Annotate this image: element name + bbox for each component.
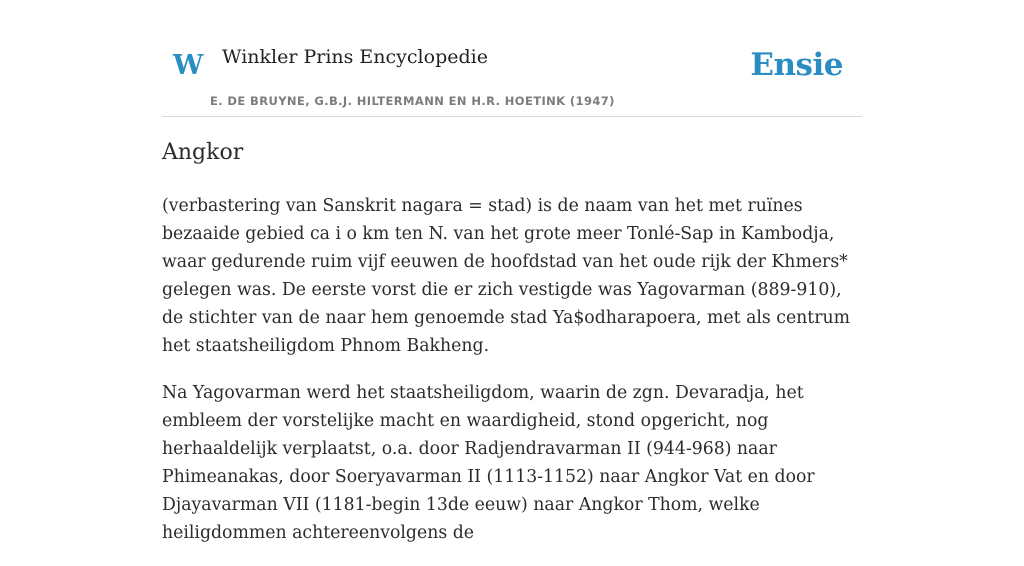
- source-authors: E. DE BRUYNE, G.B.J. HILTERMANN EN H.R. HOETINK (1947): [210, 94, 615, 108]
- source-header: [162, 0, 862, 117]
- source-title[interactable]: Winkler Prins Encyclopedie: [222, 46, 488, 68]
- article-title: Angkor: [162, 140, 244, 165]
- brand-logo[interactable]: Ensie: [750, 47, 843, 83]
- article-paragraph: Na Yagovarman werd het staatsheiligdom, waarin de zgn. Devaradja, het embleem der vorstelijke macht en waardigheid, stond opgericht, nog herhaaldelijk verplaatst, o.a. door Radjendravarman II (944-968) naar Phimeanakas, door Soeryavarman II (1113-1152) naar Angkor Vat en door Djayavarman VII (1181-begin 13de eeuw) naar Angkor Thom, welke heiligdommen achtereenvolgens de: [162, 383, 815, 543]
- page: [162, 0, 862, 543]
- source-logo[interactable]: W: [173, 50, 204, 81]
- article-paragraph: (verbastering van Sanskrit nagara = stad) is de naam van het met ruïnes bezaaide gebied ca i o km ten N. van het grote meer Tonlé-Sap in Kambodja, waar gedurende ruim vijf eeuwen de hoofdstad van het oude rijk der Khmers* gelegen was. De eerste vorst die er zich vestigde was Yagovarman (889-910), de stichter van de naar hem genoemde stad Ya$odharapoera, met als centrum het staatsheiligdom Phnom Bakheng.: [162, 196, 851, 356]
- article-body: [162, 192, 862, 566]
